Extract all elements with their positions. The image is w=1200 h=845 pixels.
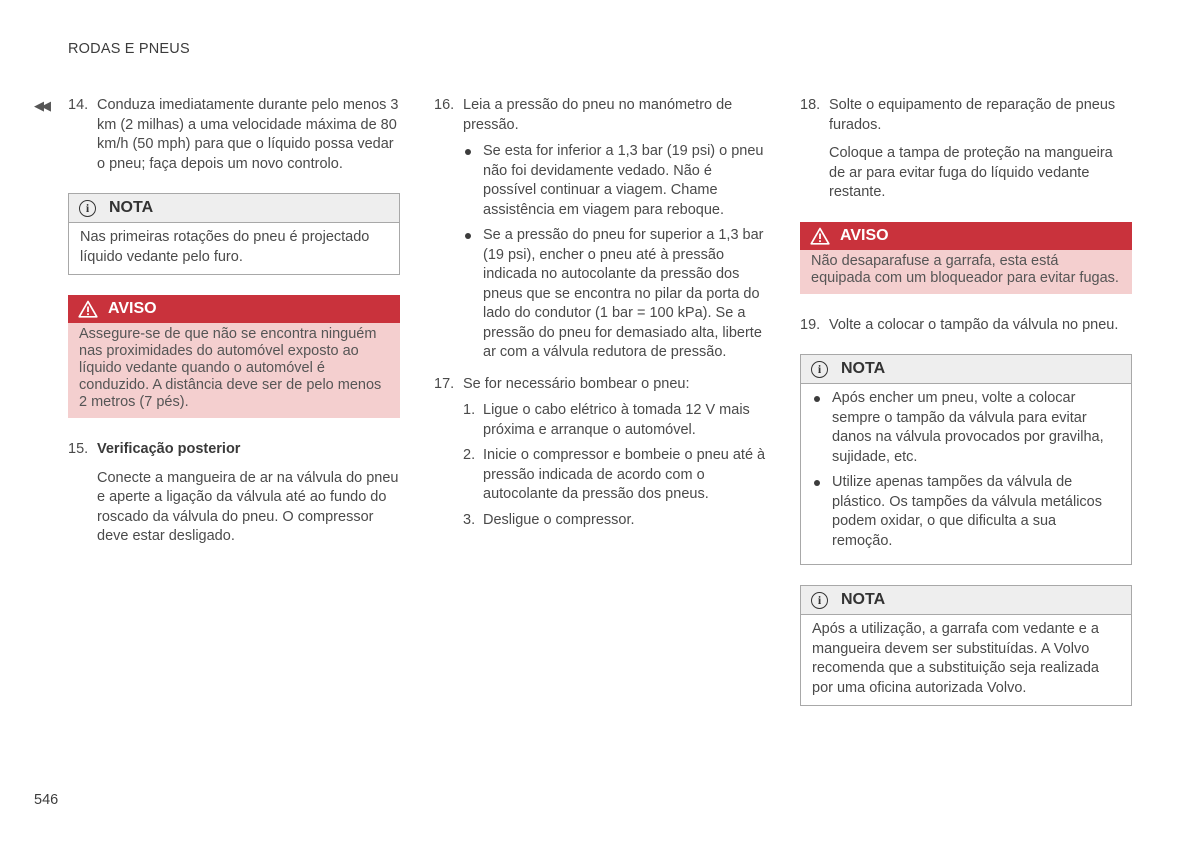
substep-number: 3. xyxy=(463,511,476,528)
step-text: Conduza imediatamente durante pelo menos 3 km (2 milhas) a uma velocidade máxima de 80 km/h (50 mph) para que o líquido possa vedar o pneu; faça depois um novo controlo. xyxy=(97,97,399,172)
warning-box xyxy=(800,222,1132,294)
column-1 xyxy=(68,96,400,547)
step-number: 14. xyxy=(68,97,89,113)
bullet-icon xyxy=(463,142,483,220)
list-item xyxy=(463,511,766,531)
step-extra-text: Coloque a tampa de proteção na mangueira de ar para evitar fuga do líquido vedante restante. xyxy=(829,145,1113,200)
step-15 xyxy=(68,440,400,460)
step-14 xyxy=(68,96,400,174)
warning-triangle-icon xyxy=(78,300,98,318)
list-item-text: Inicie o compressor e bombeie o pneu até à pressão indicada de acordo com o autocolante da pressão dos pneus. xyxy=(483,447,766,502)
bullet-list xyxy=(812,389,1120,551)
note-header xyxy=(69,194,399,223)
bullet-icon xyxy=(812,473,832,551)
page-header: RODAS E PNEUS xyxy=(68,41,190,57)
warning-title: AVISO xyxy=(840,226,889,244)
note-body: Nas primeiras rotações do pneu é projectado líquido vedante pelo furo. xyxy=(80,229,370,265)
note-title: NOTA xyxy=(109,199,154,217)
info-icon: i xyxy=(79,200,96,217)
list-item-text: Desligue o compressor. xyxy=(483,511,635,528)
list-item xyxy=(463,226,766,363)
warning-box xyxy=(68,295,400,418)
step-title: Verificação posterior xyxy=(97,441,241,457)
step-18 xyxy=(800,96,1132,135)
note-body xyxy=(801,384,1131,564)
warning-body: Não desaparafuse a garrafa, esta está equipada com um bloqueador para evitar fugas. xyxy=(800,250,1132,294)
note-box xyxy=(68,193,400,275)
note-title: NOTA xyxy=(841,591,886,609)
step-text: Se for necessário bombear o pneu: xyxy=(463,375,690,392)
note-title: NOTA xyxy=(841,360,886,378)
list-item-text: Utilize apenas tampões da válvula de plástico. Os tampões da válvula metálicos podem oxidar, o que dificulta a sua remoção. xyxy=(832,474,1102,549)
bullet-icon xyxy=(463,226,483,363)
step-text: Volte a colocar o tampão da válvula no pneu. xyxy=(829,316,1119,333)
note-body: Após a utilização, a garrafa com vedante e a mangueira devem ser substituídas. A Volvo recomenda que a substituição seja realizada por uma oficina autorizada Volvo. xyxy=(812,621,1099,696)
note-box xyxy=(800,585,1132,706)
list-item-text: Se a pressão do pneu for superior a 1,3 bar (19 psi), encher o pneu até à pressão indicada no autocolante da pressão dos pneus que se encontra no pilar da porta do lado do condutor (1 bar = 100 kPa). Se a pressão do pneu for demasiado alta, liberte ar com a válvula redutora de pressão. xyxy=(483,227,764,360)
column-3 xyxy=(800,96,1132,726)
step-number: 19. xyxy=(800,316,821,333)
bullet-list xyxy=(463,142,766,363)
substep-number: 1. xyxy=(463,402,476,418)
list-item xyxy=(812,389,1120,467)
step-17 xyxy=(434,375,766,395)
ordered-list xyxy=(463,401,766,530)
step-text: Leia a pressão do pneu no manómetro de pressão. xyxy=(463,97,733,133)
list-item xyxy=(463,401,766,440)
note-header xyxy=(801,355,1131,384)
substep-number: 2. xyxy=(463,447,476,463)
list-item-text: Ligue o cabo elétrico à tomada 12 V mais próxima e arranque o automóvel. xyxy=(483,402,750,438)
step-number: 17. xyxy=(434,375,455,392)
step-text: Conecte a mangueira de ar na válvula do pneu e aperte a ligação da válvula até ao fundo do roscado da válvula do pneu. O compressor deve estar desligado. xyxy=(97,469,399,544)
info-icon: i xyxy=(811,592,828,609)
list-item xyxy=(463,142,766,220)
page-number: 546 xyxy=(34,792,59,808)
info-icon: i xyxy=(811,361,828,378)
list-item-text: Após encher um pneu, volte a colocar sempre o tampão da válvula para evitar danos na válvula provocados por gravilha, sujidade, etc. xyxy=(832,390,1104,465)
double-left-arrow-icon[interactable]: ◀◀ xyxy=(34,98,48,113)
note-box xyxy=(800,354,1132,565)
warning-header xyxy=(800,222,1132,250)
note-header xyxy=(801,586,1131,615)
column-2 xyxy=(434,96,766,536)
list-item xyxy=(812,473,1120,551)
step-number: 18. xyxy=(800,97,821,113)
step-16 xyxy=(434,96,766,135)
warning-header xyxy=(68,295,400,323)
warning-title: AVISO xyxy=(108,300,157,318)
warning-body: Assegure-se de que não se encontra ninguém nas proximidades do automóvel exposto ao líquido vedante quando o automóvel é conduzido. A distância deve ser de pelo menos 2 metros (7 pés). xyxy=(68,323,400,418)
warning-triangle-icon xyxy=(810,227,830,245)
step-number: 16. xyxy=(434,97,455,113)
step-19 xyxy=(800,316,1132,336)
step-text: Solte o equipamento de reparação de pneus furados. xyxy=(829,97,1116,133)
bullet-icon xyxy=(812,389,832,467)
list-item-text: Se esta for inferior a 1,3 bar (19 psi) o pneu não foi devidamente vedado. Não é possível continuar a viagem. Chame assistência em viagem para reboque. xyxy=(483,143,764,218)
list-item xyxy=(463,446,766,505)
step-number: 15. xyxy=(68,441,89,457)
